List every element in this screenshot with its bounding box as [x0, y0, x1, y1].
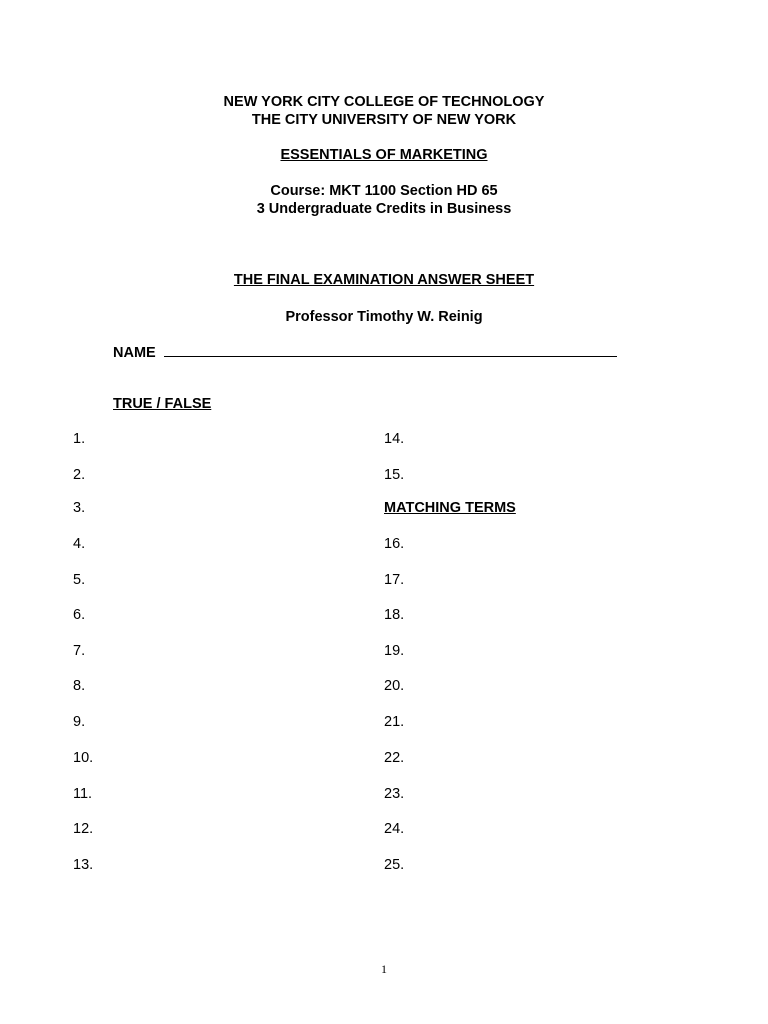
answer-item: 10.: [73, 750, 94, 766]
answer-item: 6.: [73, 607, 86, 623]
answer-item: 17.: [384, 572, 405, 588]
page-number: 1: [381, 962, 387, 976]
answer-item: 16.: [384, 536, 405, 552]
answer-item: 11.: [73, 786, 93, 802]
answer-item: 21.: [384, 714, 405, 730]
matching-terms-heading: MATCHING TERMS: [384, 500, 516, 516]
answer-item: 22.: [384, 750, 405, 766]
true-false-heading: TRUE / FALSE: [113, 396, 212, 412]
answer-item: 2.: [73, 467, 86, 483]
answer-item: 23.: [384, 786, 405, 802]
subject-title: ESSENTIALS OF MARKETING: [280, 147, 488, 163]
professor-name: Professor Timothy W. Reinig: [285, 309, 483, 325]
sheet-title: THE FINAL EXAMINATION ANSWER SHEET: [233, 272, 535, 288]
answer-item: 13.: [73, 857, 94, 873]
answer-item: 20.: [384, 678, 405, 694]
answer-item: 9.: [73, 714, 86, 730]
sheet-title-wrap: [0, 271, 768, 289]
answer-item: 25.: [384, 857, 405, 873]
name-row: [113, 342, 617, 361]
name-label: NAME: [113, 345, 156, 361]
answer-item: 15.: [384, 467, 405, 483]
answer-item: 4.: [73, 536, 86, 552]
course-info: Course: MKT 1100 Section HD 65: [270, 183, 498, 199]
college-name: NEW YORK CITY COLLEGE OF TECHNOLOGY: [223, 94, 545, 110]
answer-item: 1.: [73, 431, 86, 447]
name-blank-line: [164, 342, 617, 357]
answer-item: 3.: [73, 500, 86, 516]
answer-item: 8.: [73, 678, 86, 694]
answer-item: 14.: [384, 431, 405, 447]
answer-item: 7.: [73, 643, 86, 659]
answer-item: 24.: [384, 821, 405, 837]
answer-item: 5.: [73, 572, 86, 588]
university-name: THE CITY UNIVERSITY OF NEW YORK: [251, 112, 517, 128]
answer-item: 18.: [384, 607, 405, 623]
answer-item: 12.: [73, 821, 94, 837]
subject-wrap: [0, 146, 768, 164]
answer-item: 19.: [384, 643, 405, 659]
credits-info: 3 Undergraduate Credits in Business: [256, 201, 512, 217]
